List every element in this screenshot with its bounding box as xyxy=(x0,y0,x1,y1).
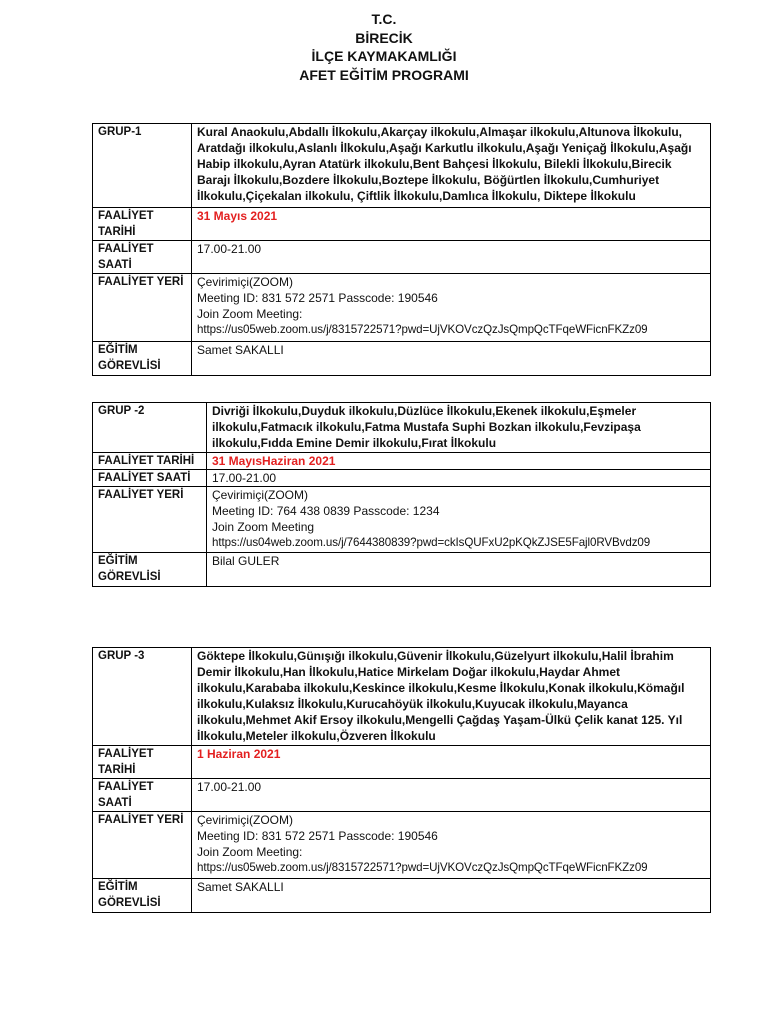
group-name: GRUP -2 xyxy=(93,403,207,453)
group-name: GRUP-1 xyxy=(93,124,192,208)
trainer-row xyxy=(93,553,711,587)
group-row xyxy=(93,403,711,453)
trainer-name: Samet SAKALLI xyxy=(192,342,711,376)
date-row xyxy=(93,453,711,470)
activity-date: 1 Haziran 2021 xyxy=(192,746,711,779)
group-name: GRUP -3 xyxy=(93,648,192,746)
trainer-row xyxy=(93,879,711,913)
place-platform: Çevirimiçi(ZOOM) xyxy=(197,813,293,827)
date-label: FAALİYET TARİHİ xyxy=(93,453,207,470)
trainer-row xyxy=(93,342,711,376)
activity-time: 17.00-21.00 xyxy=(192,241,711,274)
join-zoom-text: Join Zoom Meeting: xyxy=(197,307,303,321)
time-row xyxy=(93,241,711,274)
group-row xyxy=(93,648,711,746)
date-label: FAALİYET TARİHİ xyxy=(93,746,192,779)
place-label: FAALİYET YERİ xyxy=(93,812,192,879)
place-row xyxy=(93,274,711,342)
place-platform: Çevirimiçi(ZOOM) xyxy=(212,488,308,502)
place-platform: Çevirimiçi(ZOOM) xyxy=(197,275,293,289)
activity-date: 31 MayısHaziran 2021 xyxy=(207,453,711,470)
zoom-link[interactable]: https://us05web.zoom.us/j/8315722571?pwd=UjVKOVczQzJsQmpQcTFqeWFicnFKZz09 xyxy=(197,861,648,874)
time-label: FAALİYET SAATİ xyxy=(93,779,192,812)
group-2-table xyxy=(92,402,711,587)
meeting-id: Meeting ID: 764 438 0839 Passcode: 1234 xyxy=(212,504,440,518)
school-list: Kural Anaokulu,Abdallı İlkokulu,Akarçay ilkokulu,Almaşar ilkokulu,Altunova İlkokulu, Aratdağı ilkokulu,Aslanlı İlkokulu,Aşağı Karkutlu ilkokulu,Aşağı Yeniçağ İlkokulu,Aşağı Habip ilkokulu,Ayran Atatürk ilkokulu,Bent Bahçesi İlkokulu, Bilekli İlkokulu,Birecik Barajı İlkokulu,Bozdere İlkokulu,Boztepe İlkokulu, Böğürtlen İlkokulu,Cumhuriyet İlkokulu,Çiçekalan ilkokulu, Çiftlik İlkokulu,Damlıca İlkokulu, Diktepe İlkokulu xyxy=(192,124,711,208)
header-line-governorship: İLÇE KAYMAKAMLIĞI xyxy=(311,48,457,64)
school-list: Divriği İlkokulu,Duyduk ilkokulu,Düzlüce İlkokulu,Ekenek ilkokulu,Eşmeler ilkokulu,Fatmacık ilkokulu,Fatma Mustafa Suphi Bozkan ilkokulu,Fevzipaşa ilkokulu,Fıdda Emine Demir ilkokulu,Fırat İlkokulu xyxy=(207,403,711,453)
header-line-district: BİRECİK xyxy=(355,29,413,46)
time-row xyxy=(93,470,711,487)
activity-place xyxy=(207,487,711,553)
time-label: FAALİYET SAATİ xyxy=(93,241,192,274)
zoom-link[interactable]: https://us05web.zoom.us/j/8315722571?pwd=UjVKOVczQzJsQmpQcTFqeWFicnFKZz09 xyxy=(197,323,648,336)
header-line-program-title: AFET EĞİTİM PROGRAMI xyxy=(299,66,469,83)
place-row xyxy=(93,487,711,553)
trainer-name: Samet SAKALLI xyxy=(192,879,711,913)
time-label: FAALİYET SAATİ xyxy=(93,470,207,487)
activity-time: 17.00-21.00 xyxy=(192,779,711,812)
time-row xyxy=(93,779,711,812)
trainer-name: Bilal GULER xyxy=(207,553,711,587)
header-line-tc: T.C. xyxy=(371,11,397,27)
date-label: FAALİYET TARİHİ xyxy=(93,208,192,241)
activity-place xyxy=(192,274,711,342)
activity-time: 17.00-21.00 xyxy=(207,470,711,487)
document-header xyxy=(0,10,768,84)
zoom-link[interactable]: https://us04web.zoom.us/j/7644380839?pwd=ckIsQUFxU2pKQkZJSE5Fajl0RVBvdz09 xyxy=(212,536,651,549)
group-1-table xyxy=(92,123,711,376)
date-row xyxy=(93,208,711,241)
trainer-label: EĞİTİM GÖREVLİSİ xyxy=(93,553,207,587)
place-label: FAALİYET YERİ xyxy=(93,487,207,553)
place-label: FAALİYET YERİ xyxy=(93,274,192,342)
place-row xyxy=(93,812,711,879)
group-row xyxy=(93,124,711,208)
join-zoom-text: Join Zoom Meeting: xyxy=(197,845,303,859)
trainer-label: EĞİTİM GÖREVLİSİ xyxy=(93,879,192,913)
meeting-id: Meeting ID: 831 572 2571 Passcode: 190546 xyxy=(197,829,438,843)
join-zoom-text: Join Zoom Meeting xyxy=(212,520,315,534)
activity-date: 31 Mayıs 2021 xyxy=(192,208,711,241)
meeting-id: Meeting ID: 831 572 2571 Passcode: 190546 xyxy=(197,291,438,305)
group-3-table xyxy=(92,647,711,913)
school-list: Göktepe İlkokulu,Günışığı ilkokulu,Güvenir İlkokulu,Güzelyurt ilkokulu,Halil İbrahim Demir İlkokulu,Han İlkokulu,Hatice Mirkelam Doğar ilkokulu,Haydar Ahmet ilkokulu,Karababa ilkokulu,Keskince ilkokulu,Kesme İlkokulu,Konak ilkokulu,Kömağıl ilkokulu,Kulaksız İlkokulu,Kurucahöyük ilkokulu,Kuyucak ilkokulu,Mayanca ilkokulu,Mehmet Akif Ersoy ilkokulu,Mengelli Çağdaş Yaşam-Ülkü Çelik kanat 125. Yıl İlkokulu,Meteler ilkokulu,Özveren İlkokulu xyxy=(192,648,711,746)
activity-place xyxy=(192,812,711,879)
trainer-label: EĞİTİM GÖREVLİSİ xyxy=(93,342,192,376)
date-row xyxy=(93,746,711,779)
